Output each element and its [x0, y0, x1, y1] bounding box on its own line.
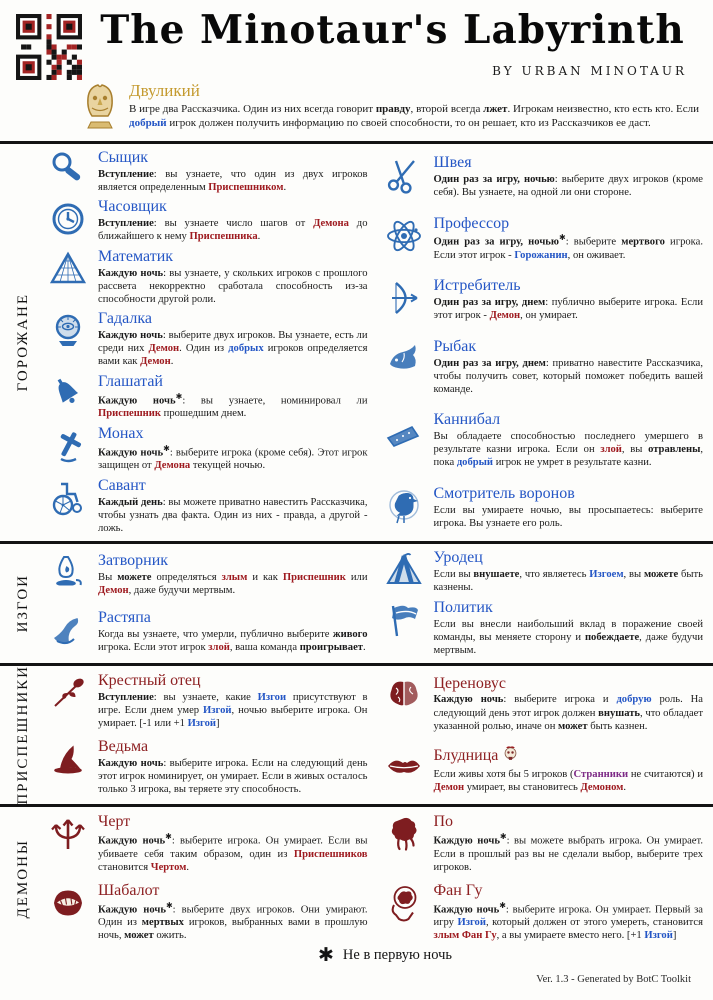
character-row	[382, 486, 704, 530]
witch-hat-icon	[46, 739, 90, 779]
section-columns	[46, 807, 713, 950]
character-name	[98, 739, 368, 756]
character-ability: Каждую ночь: выберите игрока и добрую роль. На следующий день этот игрок должен внушать, что обладает указанной ролью, иначе он может быть казнен.	[433, 694, 704, 732]
character-ability: Один раз за игру, днем: публично выберите игрока. Если этот игрок - Демон, он умирает.	[433, 297, 703, 322]
keyword: Приспешник	[98, 408, 161, 420]
character-ability: Вы можете определяться злым и как Приспешник или Демон, даже будучи мертвым.	[98, 572, 368, 597]
keyword: добрую	[616, 694, 652, 706]
lips-icon	[384, 746, 424, 786]
fish-icon	[384, 339, 424, 379]
character-body	[98, 610, 368, 654]
sections	[0, 141, 713, 950]
keyword: Приспешник	[282, 572, 346, 584]
character-row	[382, 155, 704, 199]
keyword: Каждую ночь	[98, 758, 164, 770]
character-name	[98, 150, 368, 167]
section-label-demons	[0, 807, 46, 950]
character-name-text: Смотритель воронов	[433, 484, 575, 502]
character-ability: Каждую ночь✱: выберите двух игроков. Они умирают. Один из мертвых игроков, выбранных вами в прошлую ночь, может ожить.	[98, 900, 368, 942]
keyword: Один раз за игру, днем	[433, 357, 546, 369]
two-faced-icon	[80, 82, 120, 139]
character-row	[46, 199, 368, 243]
hand-brain-icon	[384, 883, 424, 923]
intro-body	[129, 82, 699, 139]
keyword: Демон	[148, 343, 180, 355]
character-body	[98, 553, 368, 597]
column	[382, 669, 704, 801]
not-first-night-star: ✱	[163, 443, 170, 453]
keyword: Вступление	[98, 692, 154, 704]
brain-icon	[382, 676, 426, 716]
not-first-night-star: ✱	[559, 233, 566, 243]
splatter-icon	[384, 814, 424, 854]
keyword: мертвого	[621, 236, 665, 248]
keyword: Приспешника	[189, 231, 258, 243]
character-body	[434, 883, 704, 943]
keyword: Каждую ночь	[98, 267, 164, 279]
character-body	[434, 278, 704, 322]
intro-character-ability: В игре два Рассказчика. Один из них всегда говорит правду, второй всегда лжет. Игрокам неизвестно, кто есть кто. Если добрый игрок должен получить информацию по своей способности, то он решает, кто из Рассказчиков ее даст.	[129, 102, 699, 129]
character-ability: Каждую ночь: выберите игрока. Если на следующий день этот игрок номинирует, он умирает. Если в живых осталось только 3 игрока, вы теряете эту способность.	[98, 758, 368, 796]
keyword: Вступление	[98, 218, 154, 230]
section-demons	[0, 804, 713, 950]
triangle-icon	[48, 249, 88, 289]
character-name	[98, 199, 368, 216]
character-body	[434, 155, 704, 199]
character-name-text: Савант	[98, 477, 146, 495]
character-row	[382, 814, 704, 874]
character-name	[98, 426, 368, 443]
keyword: Один раз за игру, ночью	[433, 236, 559, 248]
brain-icon	[384, 676, 424, 716]
keyword: Странники	[573, 769, 629, 781]
asterisk-icon: ✱	[318, 944, 334, 966]
keyword: Каждую ночь	[433, 904, 500, 916]
hand-brain-icon	[382, 883, 426, 923]
character-name	[98, 673, 368, 690]
rose-icon	[46, 673, 90, 713]
skull-badge-icon	[503, 746, 518, 767]
section-label-outsiders	[0, 544, 46, 663]
flag-icon	[382, 600, 426, 640]
column	[46, 669, 368, 801]
character-name-text: Швея	[433, 154, 472, 172]
wheelchair-icon	[46, 478, 90, 518]
section-label-text: ГОРОЖАНЕ	[14, 293, 31, 392]
character-row	[382, 600, 704, 657]
cross-icon	[46, 426, 90, 466]
character-name-text: Блудница	[433, 747, 499, 765]
character-ability: Вступление: вы узнаете, что один из двух игроков является определенным Приспешником.	[98, 168, 368, 193]
keyword: правду	[375, 102, 411, 115]
section-minions	[0, 663, 713, 804]
keyword: Каждую ночь	[98, 835, 166, 847]
character-name-text: Цереновус	[433, 674, 506, 692]
qr-code-icon	[16, 14, 82, 80]
two-faced-owl-icon	[80, 82, 120, 134]
keyword: добрый	[456, 457, 494, 469]
rose-icon	[48, 673, 88, 713]
keyword: Демон	[140, 356, 171, 368]
section-columns	[46, 544, 713, 663]
column	[46, 547, 368, 660]
page-title: The Minotaur's Labyrinth	[100, 7, 685, 53]
character-body	[98, 739, 368, 796]
bell-icon	[48, 374, 88, 414]
character-name-text: Политик	[433, 598, 493, 616]
teeth-icon	[48, 883, 88, 923]
character-name-text: Фан Гу	[433, 881, 483, 899]
section-columns	[46, 144, 713, 541]
character-name-text: Затворник	[98, 552, 169, 570]
character-ability: Один раз за игру, ночью✱: выберите мертвого игрока. Если этот игрок - Горожанин, он оживает.	[433, 233, 703, 261]
keyword: внушаете	[473, 568, 520, 580]
clock-icon	[48, 199, 88, 239]
scissors-icon	[384, 155, 424, 195]
bell-icon	[46, 374, 90, 414]
character-body	[434, 339, 704, 396]
cake-icon	[384, 412, 424, 452]
clock-icon	[46, 199, 90, 239]
character-body	[434, 600, 704, 657]
character-name	[434, 486, 704, 503]
column	[46, 810, 368, 947]
not-first-night-star: ✱	[499, 900, 506, 910]
character-body	[434, 814, 704, 874]
keyword: Демон	[98, 585, 129, 597]
character-row	[382, 550, 704, 594]
character-row	[382, 216, 704, 263]
character-body	[98, 673, 368, 730]
character-name	[434, 412, 704, 429]
keyword: Изгой	[457, 917, 486, 929]
character-name-text: Шабалот	[98, 881, 160, 899]
keyword: Один раз за игру, ночью	[433, 173, 555, 185]
character-row	[46, 478, 368, 535]
keyword: Один раз за игру, днем	[433, 297, 546, 309]
character-row	[46, 311, 368, 368]
keyword: может	[558, 720, 588, 732]
character-row	[46, 739, 368, 796]
keyword: Чертом	[150, 861, 187, 873]
character-body	[98, 883, 368, 943]
fish-icon	[382, 339, 426, 379]
character-body	[98, 426, 368, 473]
character-row	[382, 676, 704, 733]
crystal-ball-icon	[48, 311, 88, 351]
keyword: Каждую ночь	[98, 447, 164, 459]
character-name-text: Крестный отец	[98, 672, 201, 690]
character-name-text: Гадалка	[98, 310, 152, 328]
column	[382, 810, 704, 947]
character-name-text: Сыщик	[98, 148, 149, 166]
character-name	[98, 311, 368, 328]
keyword: внушать	[598, 707, 641, 719]
character-body	[98, 814, 368, 874]
character-ability: Один раз за игру, днем: приватно навестите Рассказчика, чтобы получить совет, который поможет победить вашей команде.	[433, 357, 703, 395]
wheelchair-icon	[48, 478, 88, 518]
section-townsfolk	[0, 141, 713, 541]
cake-icon	[382, 412, 426, 452]
character-body	[434, 550, 704, 594]
character-row	[46, 150, 368, 194]
cross-icon	[48, 426, 88, 466]
keyword: Изгои	[257, 692, 287, 704]
character-body	[98, 249, 368, 306]
character-ability: Когда вы узнаете, что умерли, публично выберите живого игрока. Если этот игрок злой, ваша команда проигрывает.	[98, 628, 368, 653]
character-ability: Если вы внушаете, что являетесь Изгоем, вы можете быть казнены.	[433, 568, 703, 593]
character-name-text: Уродец	[433, 548, 483, 566]
first-night-footnote	[318, 944, 452, 966]
intro-block	[80, 82, 699, 139]
character-name	[98, 374, 368, 391]
trident-icon	[46, 814, 90, 854]
character-ability: Один раз за игру, ночью: выберите двух игроков (кроме себя). Вы узнаете, на одной ли они стороне.	[433, 173, 703, 199]
character-row	[382, 746, 704, 794]
character-name	[434, 814, 704, 831]
character-name	[98, 249, 368, 266]
lamp-icon	[48, 553, 88, 593]
keyword: Каждую ночь	[433, 694, 504, 706]
byline: BY URBAN MINOTAUR	[492, 64, 687, 78]
character-row	[46, 814, 368, 874]
section-columns	[46, 666, 713, 804]
character-name	[98, 610, 368, 627]
character-row	[382, 339, 704, 396]
character-ability: Каждый день: вы можете приватно навестить Рассказчика, чтобы узнать два факта. Один из них - правда, а другой - ложь.	[98, 496, 368, 535]
keyword: Приспешников	[293, 848, 368, 860]
keyword: отравлены	[648, 444, 701, 456]
raven-icon	[384, 486, 424, 526]
keyword: злой	[600, 444, 622, 456]
character-name	[434, 155, 704, 172]
keyword: Изгой	[187, 718, 217, 730]
character-name-text: Рыбак	[433, 337, 477, 355]
character-ability: Вступление: вы узнаете, какие Изгои присутствуют в игре. Если днем умер Изгой, ночью выберите игрока. Он умирает. [-1 или +1 Изгой]	[98, 692, 368, 730]
version-text: Ver. 1.3 - Generated by BotC Toolkit	[536, 974, 691, 985]
keyword: Каждый день	[98, 496, 163, 508]
keyword: Каждую ночь	[98, 330, 163, 342]
character-body	[98, 150, 368, 194]
character-ability: Каждую ночь✱: выберите игрока. Он умирает. Первый за игру Изгой, который должен от этого умереть, становится злым Фан Гу, а вы умираете вместо него. [+1 Изгой]	[433, 900, 703, 942]
not-first-night-star: ✱	[499, 832, 507, 842]
keyword: добрых	[228, 343, 264, 355]
character-name	[98, 553, 368, 570]
character-ability: Каждую ночь: выберите двух игроков. Вы узнаете, есть ли среди них Демон. Один из добрых игроков определяется вами как Демон.	[98, 330, 368, 368]
character-ability: Если вы умираете ночью, вы просыпаетесь: выберите игрока. Вы узнаете его роль.	[433, 504, 703, 529]
atom-icon	[382, 216, 426, 256]
flag-icon	[384, 600, 424, 640]
not-first-night-star: ✱	[165, 900, 173, 910]
keyword: злым	[221, 572, 248, 584]
not-first-night-star: ✱	[175, 391, 183, 401]
keyword: Вступление	[98, 168, 154, 180]
keyword: Изгоем	[589, 568, 624, 580]
keyword: Изгой	[644, 930, 673, 942]
splatter-icon	[382, 814, 426, 854]
character-row	[46, 553, 368, 597]
keyword: живого	[332, 628, 368, 640]
character-ability: Каждую ночь✱: вы узнаете, номинировал ли Приспешник прошедшим днем.	[98, 391, 368, 420]
character-ability: Каждую ночь✱: вы можете выбрать игрока. Он умирает. Если в прошлый раз вы не сделали выбор, выберите трех игроков.	[433, 832, 703, 873]
keyword: можете	[643, 568, 679, 580]
character-ability: Вступление: вы узнаете число шагов от Демона до ближайшего к нему Приспешника.	[98, 218, 368, 243]
header	[0, 0, 713, 141]
lamp-icon	[46, 553, 90, 593]
character-name-text: Математик	[98, 247, 174, 265]
character-row	[382, 412, 704, 469]
character-name	[434, 278, 704, 295]
character-name-text: Ведьма	[98, 738, 149, 756]
character-row	[46, 610, 368, 654]
lips-icon	[382, 746, 426, 786]
section-label-townsfolk	[0, 144, 46, 541]
character-name-text: Каннибал	[433, 411, 501, 429]
column	[382, 547, 704, 660]
character-name	[434, 216, 704, 233]
keyword: может	[124, 930, 154, 942]
character-name-text: Растяпа	[98, 608, 151, 626]
keyword: Демона	[154, 460, 191, 472]
keyword: Демон	[433, 782, 465, 794]
character-body	[434, 412, 704, 469]
keyword: побеждаете	[584, 631, 640, 643]
character-row	[46, 374, 368, 421]
tent-icon	[382, 550, 426, 590]
keyword: проигрывает	[299, 641, 363, 653]
teeth-icon	[46, 883, 90, 923]
raven-icon	[382, 486, 426, 526]
banana-icon	[46, 610, 90, 650]
skull-badge-icon	[503, 746, 518, 762]
column	[46, 147, 368, 538]
character-body	[98, 478, 368, 535]
character-row	[46, 426, 368, 473]
keyword: злой	[208, 641, 230, 653]
character-name	[434, 600, 704, 617]
scissors-icon	[382, 155, 426, 195]
character-name-text: Часовщик	[98, 198, 167, 216]
tent-icon	[384, 550, 424, 590]
banana-icon	[48, 610, 88, 650]
character-row	[46, 249, 368, 306]
keyword: Демоном	[580, 782, 624, 794]
magnifier-icon	[48, 150, 88, 190]
character-ability: Каждую ночь✱: выберите игрока (кроме себя). Этот игрок защищен от Демона текущей ночью.	[98, 443, 368, 472]
keyword: Изгой	[203, 705, 232, 717]
keyword: можете	[117, 572, 152, 584]
section-label-minions	[0, 666, 46, 804]
keyword: добрый	[129, 116, 167, 129]
trident-icon	[48, 814, 88, 854]
character-body	[434, 676, 704, 733]
character-body	[98, 311, 368, 368]
character-name	[98, 883, 368, 900]
character-row	[382, 278, 704, 322]
character-body	[434, 486, 704, 530]
character-ability: Если живы хотя бы 5 игроков (Странники не считаются) и Демон умирает, вы становитесь Демоном.	[433, 769, 704, 794]
keyword: лжет	[483, 102, 508, 115]
character-name-text: Истребитель	[433, 277, 521, 295]
character-name	[434, 883, 704, 900]
character-ability: Каждую ночь: вы узнаете, у скольких игроков с прошлого рассвета некорректно сработала способность из-за способности другой роли.	[98, 267, 368, 305]
character-name	[434, 339, 704, 356]
intro-character-name: Двуликий	[129, 81, 200, 100]
section-label-text: ПРИСПЕШНИКИ	[14, 665, 31, 805]
character-body	[98, 374, 368, 421]
keyword: Демон	[489, 310, 521, 322]
keyword: злым Фан Гу	[433, 930, 497, 942]
footnote-text: Не в первую ночь	[342, 947, 452, 963]
character-name	[434, 676, 704, 693]
character-row	[46, 673, 368, 730]
column	[382, 147, 704, 538]
character-body	[98, 199, 368, 243]
triangle-icon	[46, 249, 90, 289]
section-outsiders	[0, 541, 713, 663]
section-label-text: ДЕМОНЫ	[14, 838, 31, 919]
character-name-text: Черт	[98, 813, 131, 831]
character-name-text: По	[433, 813, 454, 831]
keyword: мертвых	[141, 917, 184, 929]
not-first-night-star: ✱	[165, 832, 172, 842]
keyword: Приспешником	[208, 181, 284, 193]
character-ability: Если вы внесли наибольший вклад в поражение своей команды, вы меняете сторону и побеждаете, даже будучи мертвым.	[433, 618, 703, 656]
character-name	[98, 814, 368, 831]
witch-hat-icon	[48, 739, 88, 779]
keyword: Каждую ночь	[98, 395, 176, 407]
character-name-text: Монах	[98, 425, 144, 442]
keyword: Каждую ночь	[98, 904, 166, 916]
character-name	[434, 746, 704, 767]
keyword: Демона	[313, 218, 349, 230]
character-ability: Каждую ночь✱: выберите игрока. Он умирает. Если вы убиваете себя таким образом, один из Приспешников становится Чертом.	[98, 832, 368, 873]
character-body	[434, 216, 704, 263]
keyword: Каждую ночь	[433, 835, 500, 847]
character-name-text: Профессор	[433, 214, 510, 232]
crystal-ball-icon	[46, 311, 90, 351]
bow-icon	[384, 278, 424, 318]
character-name	[98, 478, 368, 495]
section-label-text: ИЗГОИ	[14, 574, 31, 633]
character-row	[46, 883, 368, 943]
bow-icon	[382, 278, 426, 318]
keyword: Горожанин	[514, 249, 568, 261]
atom-icon	[384, 216, 424, 256]
character-name	[434, 550, 704, 567]
magnifier-icon	[46, 150, 90, 190]
character-name-text: Глашатай	[98, 372, 163, 390]
character-row	[382, 883, 704, 943]
character-ability: Вы обладаете способностью последнего умершего в результате казни игрока. Если он злой, вы отравлены, пока добрый игрок не умрет в результате казни.	[433, 431, 703, 469]
character-body	[434, 746, 704, 794]
